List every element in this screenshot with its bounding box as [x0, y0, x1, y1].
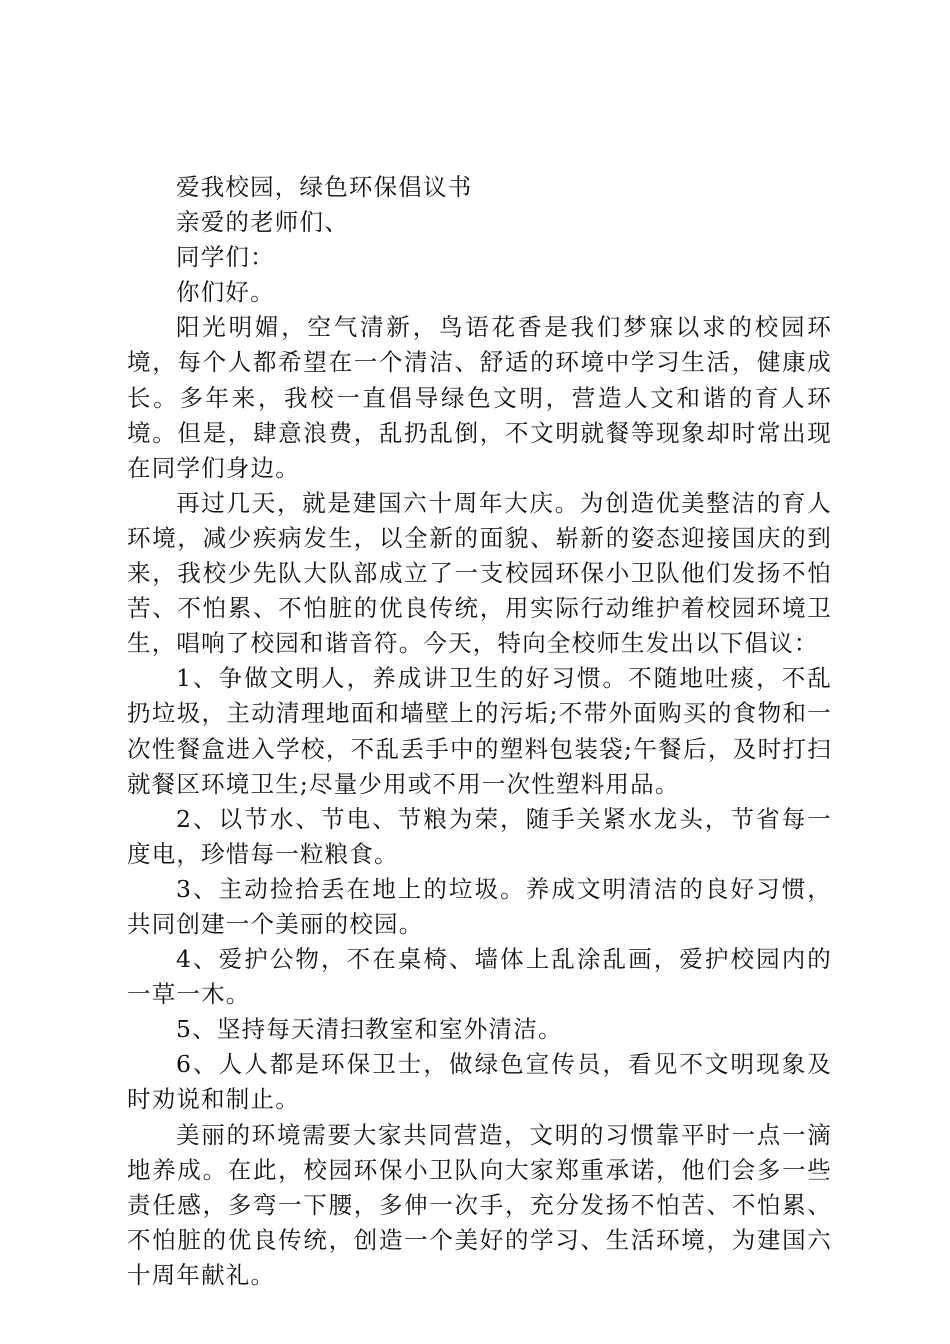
- paragraph-closing: 美丽的环境需要大家共同营造，文明的习惯靠平时一点一滴地养成。在此，校园环保小卫队向大家郑重承诺，他们会多一些责任感，多弯一下腰，多伸一次手，充分发扬不怕苦、不怕累、不怕脏的优良传统，创造一个美好的学习、生活环境，为建国六十周年献礼。: [127, 1120, 832, 1289]
- salutation-teachers: 亲爱的老师们、: [176, 208, 349, 237]
- proposal-item-2: 2、以节水、节电、节粮为荣，随手关紧水龙头，节省每一度电，珍惜每一粒粮食。: [127, 804, 832, 868]
- proposal-item-3: 3、主动捡拾丢在地上的垃圾。养成文明清洁的良好习惯，共同创建一个美丽的校园。: [127, 874, 832, 938]
- paragraph-background: 再过几天，就是建国六十周年大庆。为创造优美整洁的育人环境，减少疾病发生，以全新的面貌、崭新的姿态迎接国庆的到来，我校少先队大队部成立了一支校园环保小卫队他们发扬不怕苦、不怕累、不怕脏的优良传统，用实际行动维护着校园环境卫生，唱响了校园和谐音符。今天，特向全校师生发出以下倡议：: [127, 488, 832, 658]
- proposal-item-4: 4、爱护公物，不在桌椅、墙体上乱涂乱画，爱护校园内的一草一木。: [127, 945, 832, 1009]
- document-title: 爱我校园，绿色环保倡议书: [176, 173, 473, 201]
- salutation-students: 同学们：: [176, 243, 275, 272]
- paragraph-intro: 阳光明媚，空气清新，鸟语花香是我们梦寐以求的校园环境，每个人都希望在一个清洁、舒适的环境中学习生活，健康成长。多年来，我校一直倡导绿色文明，营造人文和谐的育人环境。但是，肆意浪费，乱扔乱倒，不文明就餐等现象却时常出现在同学们身边。: [127, 313, 832, 482]
- proposal-item-5: 5、坚持每天清扫教室和室外清洁。: [176, 1015, 563, 1044]
- document-body: [127, 170, 832, 1293]
- greeting: 你们好。: [176, 278, 275, 307]
- proposal-item-6: 6、人人都是环保卫士，做绿色宣传员，看见不文明现象及时劝说和制止。: [127, 1050, 832, 1114]
- proposal-item-1: 1、争做文明人，养成讲卫生的好习惯。不随地吐痰，不乱扔垃圾，主动清理地面和墙壁上的污垢;不带外面购买的食物和一次性餐盒进入学校，不乱丢手中的塑料包装袋;午餐后，及时打扫就餐区环境卫生;尽量少用或不用一次性塑料用品。: [127, 664, 832, 798]
